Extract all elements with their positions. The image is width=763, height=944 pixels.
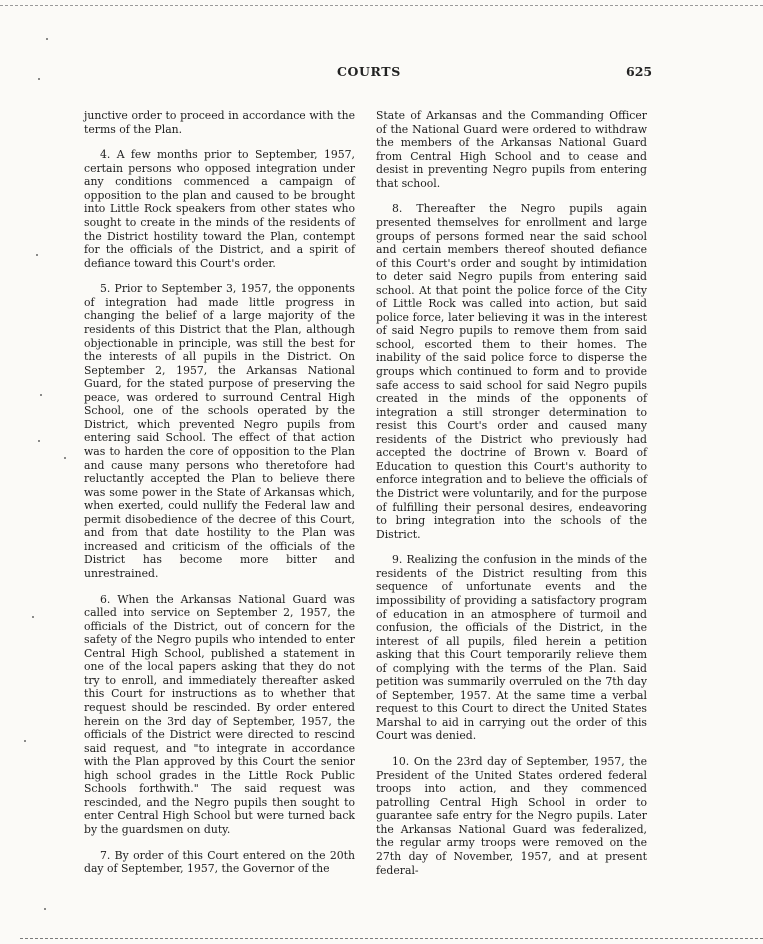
scan-speck: [38, 440, 40, 442]
bottom-edge-rule: [20, 938, 763, 939]
scan-speck: [40, 394, 42, 396]
paragraph-8: 8. Thereafter the Negro pupils again presented themselves for enrollment and large groups of persons formed near the said school and certain members thereof shouted defiance of this Court's order and sought by intimidation to deter said Negro pupils from entering said school. At that point the police force of the City of Little Rock was called into action, but said police force, later believing it was in the interest of said Negro pupils to remove them from said school, escorted them to their homes. The inability of the said police force to disperse the groups which continued to form and to provide safe access to said school for said Negro pupils created in the minds of the opponents of integration a still stronger determination to resist this Court's order and caused many residents of the District who previously had accepted the doctrine of Brown v. Board of Education to question this Court's authority to enforce integration and to believe the officials of the District were voluntarily, and for the purpose of fulfilling their personal desires, endeavoring to bring integration into the schools of the District.: [376, 202, 647, 541]
paragraph-6: 6. When the Arkansas National Guard was called into service on September 2, 1957, the officials of the District, out of concern for the safety of the Negro pupils who intended to enter Central High School, published a statement in one of the local papers asking that they do not try to enroll, and immediately thereafter asked this Court for instructions as to whether that request should be rescinded. By order entered herein on the 3rd day of September, 1957, the officials of the District were directed to rescind said request, and "to integrate in accordance with the Plan approved by this Court the senior high school grades in the Little Rock Public Schools forthwith." The said request was rescinded, and the Negro pupils then sought to enter Central High School but were turned back by the guardsmen on duty.: [84, 592, 355, 836]
scan-speck: [24, 740, 26, 742]
paragraph-continuation: junctive order to proceed in accordance with the terms of the Plan.: [84, 109, 355, 136]
scan-speck: [44, 908, 46, 910]
paragraph-10: 10. On the 23rd day of September, 1957, the President of the United States ordered federal troops into action, and they commenced patrolling Central High School in order to guarantee safe entry for the Negro pupils. Later the Arkansas National Guard was federalized, the regular army troops were removed on the 27th day of November, 1957, and at present federal-: [376, 755, 647, 877]
scan-speck: [46, 38, 48, 40]
paragraph-5: 5. Prior to September 3, 1957, the opponents of integration had made little progress in changing the belief of a large majority of the residents of this District that the Plan, although objectionable in principle, was still the best for the interests of all pupils in the District. On September 2, 1957, the Arkansas National Guard, for the stated purpose of preserving the peace, was ordered to surround Central High School, one of the schools operated by the District, which prevented Negro pupils from entering said School. The effect of that action was to harden the core of opposition to the Plan and cause many persons who theretofore had reluctantly accepted the Plan to believe there was some power in the State of Arkansas which, when exerted, could nullify the Federal law and permit disobedience of the decree of this Court, and from that date hostility to the Plan was increased and criticism of the officials of the District has become more bitter and unrestrained.: [84, 282, 355, 580]
paragraph-7-continuation: State of Arkansas and the Commanding Officer of the National Guard were ordered to withdraw the members of the Arkansas National Guard from Central High School and to cease and desist in preventing Negro pupils from entering that school.: [376, 109, 647, 190]
top-edge-rule: [0, 5, 763, 6]
paragraph-7: 7. By order of this Court entered on the 20th day of September, 1957, the Governor of the: [84, 848, 355, 876]
paragraph-9: 9. Realizing the confusion in the minds of the residents of the District resulting from this sequence of unfortunate events and the impossibility of providing a satisfactory program of education in an atmosphere of turmoil and confusion, the officials of the District, in the interest of all pupils, filed herein a petition asking that this Court temporarily relieve them of complying with the terms of the Plan. Said petition was summarily overruled on the 7th day of September, 1957. At the same time a verbal request to this Court to direct the United States Marshal to aid in carrying out the order of this Court was denied.: [376, 553, 647, 743]
scan-speck: [36, 254, 38, 256]
page-title: COURTS: [337, 64, 401, 79]
right-column: [376, 109, 647, 889]
page-number: 625: [626, 64, 653, 79]
running-header: [0, 64, 763, 80]
left-column: [84, 109, 355, 888]
paragraph-4: 4. A few months prior to September, 1957, certain persons who opposed integration under any conditions commenced a campaign of opposition to the plan and caused to be brought into Little Rock speakers from other states who sought to create in the minds of the residents of the District hostility toward the Plan, contempt for the officials of the District, and a spirit of defiance toward this Court's order.: [84, 148, 355, 270]
scan-speck: [32, 616, 34, 618]
scan-speck: [64, 457, 66, 459]
